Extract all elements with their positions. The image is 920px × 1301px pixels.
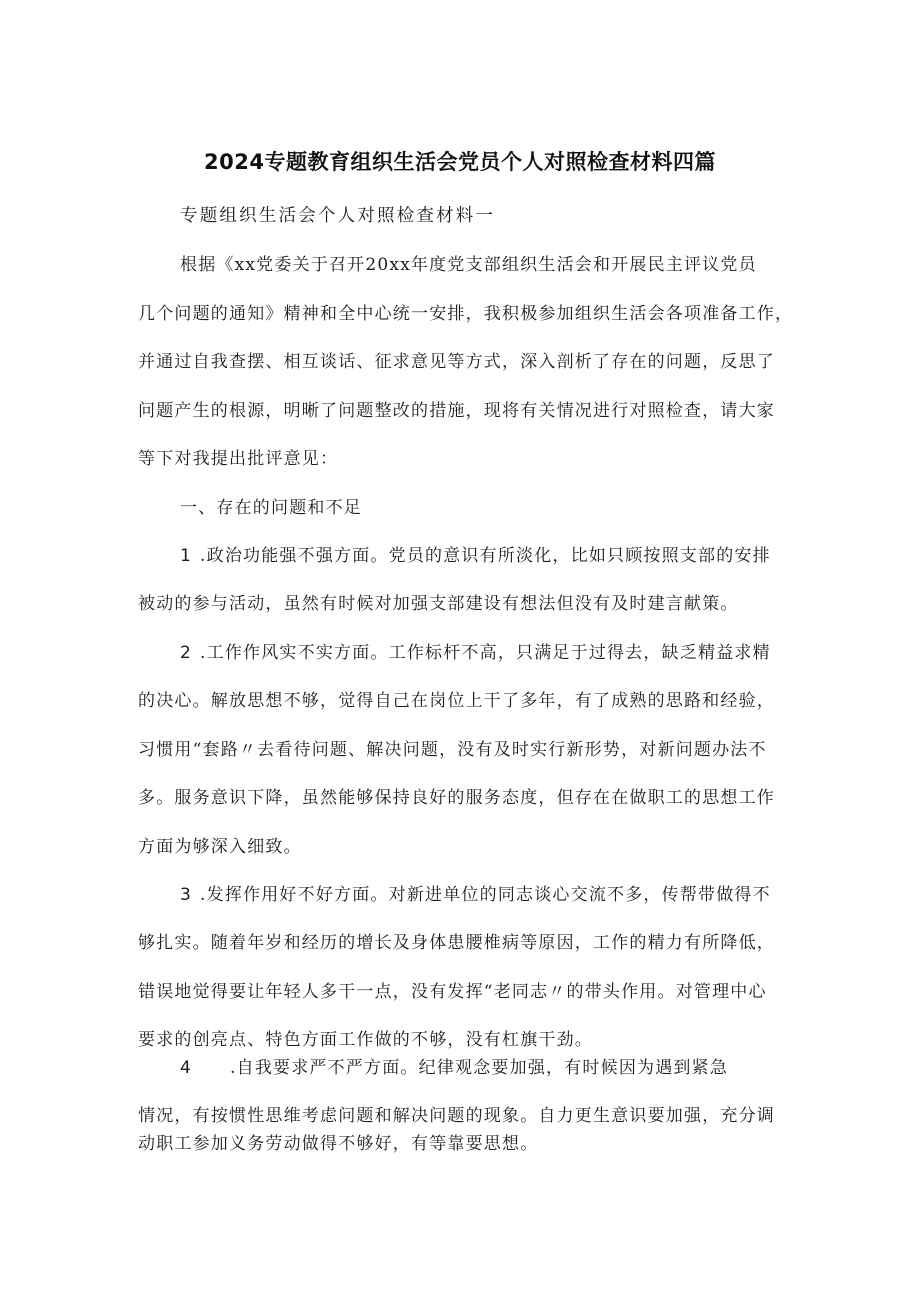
- item-number: 4: [180, 1058, 193, 1078]
- item-2-line: [180, 638, 771, 663]
- item-1-line: 被动的参与活动，虽然有时候对加强支部建设有想法但没有及时建言献策。: [138, 594, 739, 614]
- item-text: .自我要求严不严方面。纪律观念要加强，有时候因为遇到紧急: [230, 1058, 729, 1078]
- intro-line: 问题产生的根源，明晰了问题整改的措施，现将有关情况进行对照检查，请大家: [138, 401, 775, 421]
- item-text: .工作作风实不实方面。工作标杆不高，只满足于过得去，缺乏精益求精: [200, 643, 771, 663]
- item-4-line: 动职工参加义务劳动做得不够好，有等靠要思想。: [138, 1134, 539, 1154]
- item-number: 1: [180, 546, 193, 566]
- document-subtitle: 专题组织生活会个人对照检查材料一: [180, 206, 496, 226]
- item-text: .发挥作用好不好方面。对新进单位的同志谈心交流不多，传帮带做得不: [200, 885, 771, 905]
- section-heading: 一、存在的问题和不足: [180, 498, 362, 518]
- item-2-line: 方面为够深入细致。: [138, 837, 302, 857]
- intro-line: 并通过自我查摆、相互谈话、征求意见等方式，深入剖析了存在的问题，反思了: [138, 352, 775, 372]
- item-2-line: 多。服务意识下降，虽然能够保持良好的服务态度，但存在在做职工的思想工作: [138, 788, 775, 808]
- item-3-line: [180, 880, 771, 905]
- item-2-line: 习惯用“套路〃去看待问题、解决问题，没有及时实行新形势，对新问题办法不: [138, 740, 767, 760]
- intro-line: 几个问题的通知》精神和全中心统一安排，我积极参加组织生活会各项准备工作，: [138, 304, 794, 324]
- item-number: 2: [180, 643, 193, 663]
- item-1-line: [180, 541, 771, 566]
- item-3-line: 够扎实。随着年岁和经历的增长及身体患腰椎病等原因，工作的精力有所降低，: [138, 933, 775, 953]
- item-3-line: 要求的创亮点、特色方面工作做的不够，没有杠旗干劲。: [138, 1030, 593, 1050]
- item-4-line: [180, 1053, 728, 1078]
- item-2-line: 的决心。解放思想不够，觉得自己在岗位上干了多年，有了成熟的思路和经验，: [138, 691, 775, 711]
- item-text: .政治功能强不强方面。党员的意识有所淡化，比如只顾按照支部的安排: [200, 546, 771, 566]
- item-number: 3: [180, 885, 193, 905]
- item-3-line: 错误地觉得要让年轻人多干一点，没有发挥“老同志〃的带头作用。对管理中心: [138, 982, 767, 1002]
- intro-line: 根据《xx党委关于召开20xx年度党支部组织生活会和开展民主评议党员: [180, 255, 757, 275]
- document-title: 2024专题教育组织生活会党员个人对照检查材料四篇: [204, 150, 716, 174]
- intro-line: 等下对我提出批评意见：: [138, 449, 339, 469]
- item-4-line: 情况，有按惯性思维考虑问题和解决问题的现象。自力更生意识要加强，充分调: [138, 1106, 775, 1126]
